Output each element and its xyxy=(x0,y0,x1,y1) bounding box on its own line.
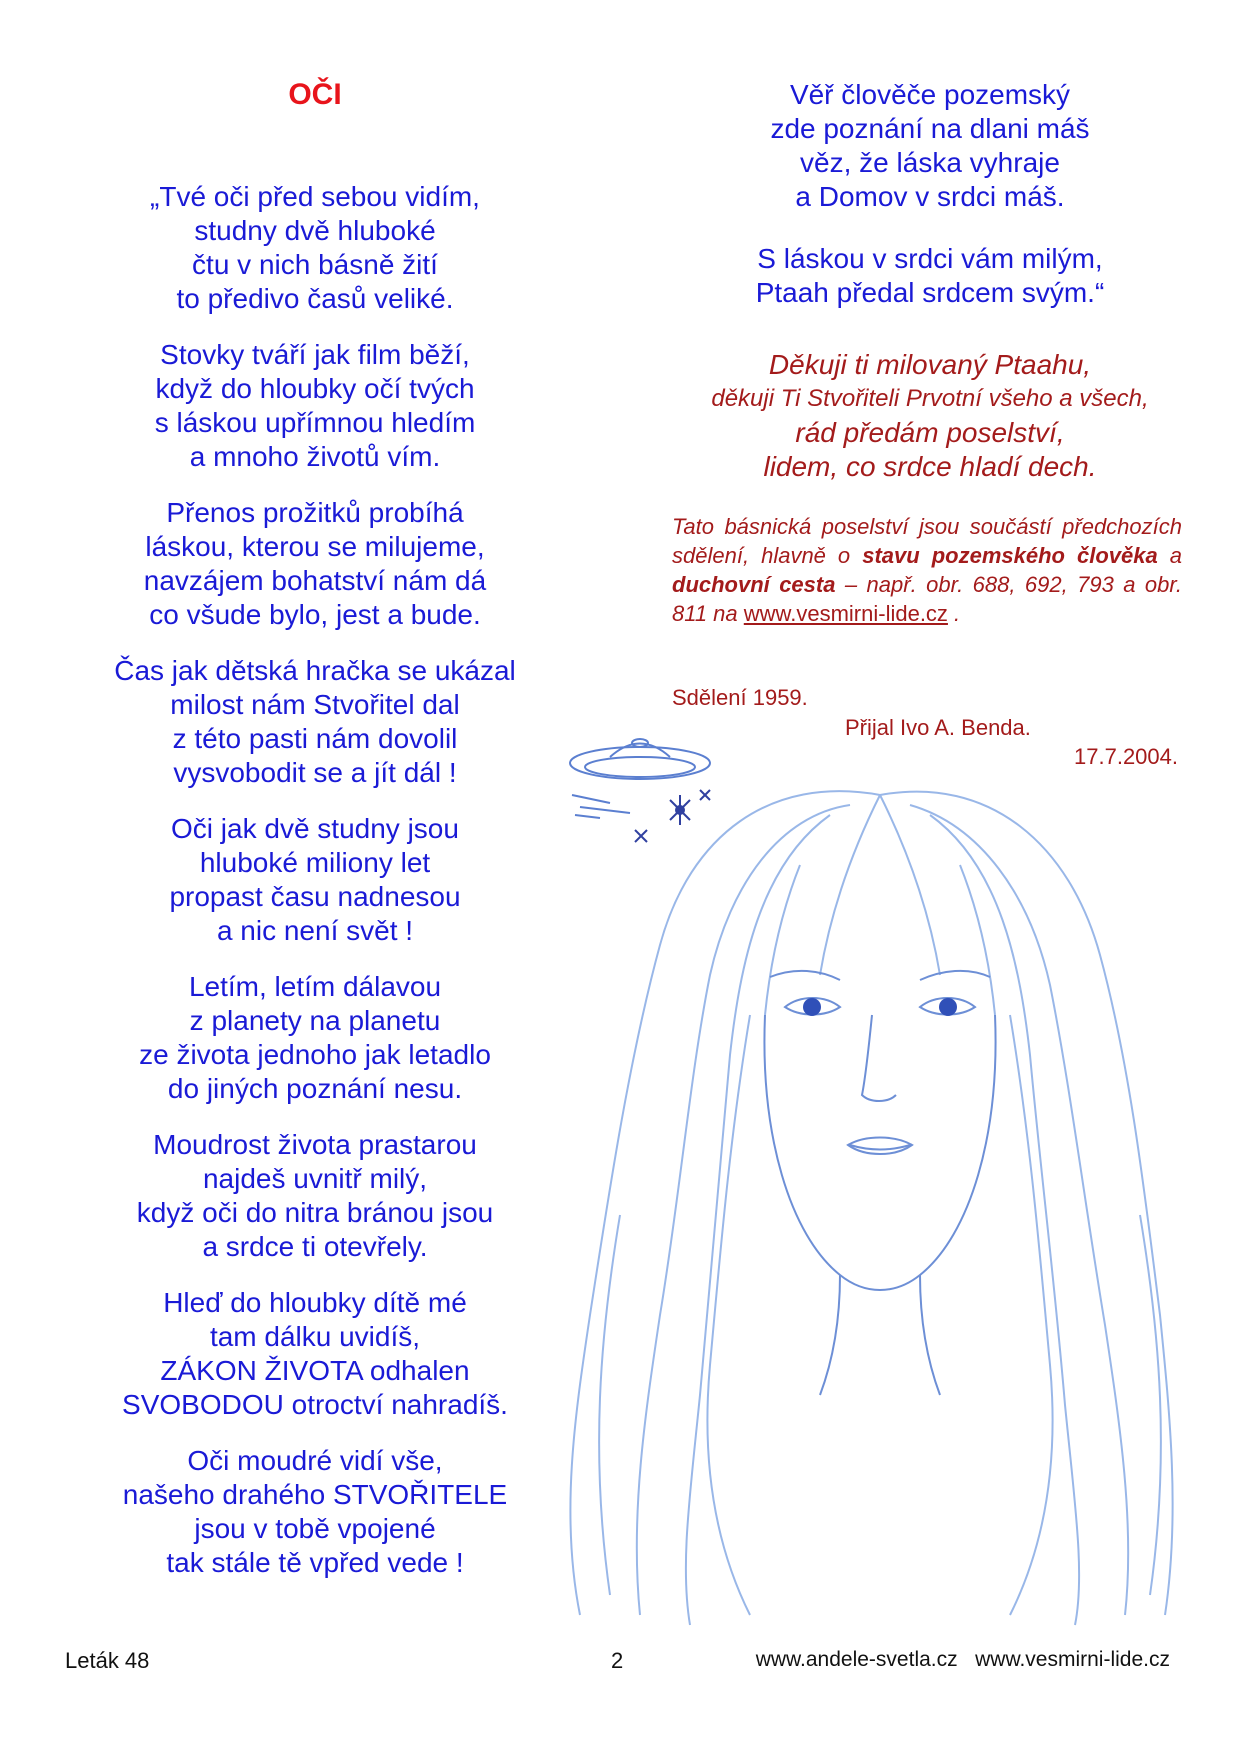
poem-left-column xyxy=(75,180,555,1602)
poem-line: zde poznání na dlani máš xyxy=(770,113,1090,144)
thanks-line: děkuji Ti Stvořiteli Prvotní všeho a všech, xyxy=(711,385,1149,412)
poem-line: Letím, letím dálavou xyxy=(188,971,442,1002)
thanks-line: Děkuji ti milovaný Ptaahu, xyxy=(768,349,1092,380)
poem-line: s láskou upřímnou hledím xyxy=(154,407,476,438)
note-bold: duchovní cesta xyxy=(672,572,836,597)
poem-line: studny dvě hluboké xyxy=(194,215,436,246)
stanza xyxy=(75,1444,555,1580)
poem-line: Čas jak dětská hračka se ukázal xyxy=(114,655,516,686)
poem-line: a Domov v srdci máš. xyxy=(795,181,1065,212)
note-text: a xyxy=(1157,543,1182,568)
poem-line: Hleď do hloubky dítě mé xyxy=(163,1287,467,1318)
message-number: Sdělení 1959. xyxy=(672,685,808,710)
poem-line: SVOBODOU otroctví nahradíš. xyxy=(122,1389,508,1420)
poem-line: najdeš uvnitř milý, xyxy=(202,1163,428,1194)
poem-line: a nic není svět ! xyxy=(216,915,414,946)
page-title: OČI xyxy=(288,78,342,111)
poem-line: „Tvé oči před sebou vidím, xyxy=(150,181,480,212)
stanza xyxy=(75,1286,555,1422)
date: 17.7.2004. xyxy=(1074,744,1178,769)
stanza xyxy=(680,242,1180,310)
poem-line: z této pasti nám dovolil xyxy=(172,723,458,754)
poem-line: do jiných poznání nesu. xyxy=(167,1073,463,1104)
poem-line: a mnoho životů vím. xyxy=(189,441,441,472)
leaflet-number: Leták 48 xyxy=(65,1648,150,1673)
note-text: Tato básnická poselství jsou součástí předchozích sdělení, hlavně o xyxy=(672,514,1182,568)
poem-line: když oči do nitra bránou jsou xyxy=(136,1197,494,1228)
note-text: . xyxy=(947,601,961,626)
poem-line: ZÁKON ŽIVOTA odhalen xyxy=(160,1355,470,1386)
thanks-line: rád předám poselství, xyxy=(795,417,1065,448)
poem-line: a srdce ti otevřely. xyxy=(202,1231,428,1262)
poem-line: navzájem bohatství nám dá xyxy=(143,565,487,596)
poem-line: věz, že láska vyhraje xyxy=(800,147,1060,178)
thanks-block xyxy=(660,348,1200,484)
poem-line: čtu v nich básně žití xyxy=(192,249,438,280)
poem-line: milost nám Stvořitel dal xyxy=(170,689,460,720)
poem-line: ze života jednoho jak letadlo xyxy=(139,1039,491,1070)
poem-line: propast času nadnesou xyxy=(169,881,461,912)
poem-line: z planety na planetu xyxy=(189,1005,441,1036)
thanks-line: lidem, co srdce hladí dech. xyxy=(763,451,1097,482)
poem-line: S láskou v srdci vám milým, xyxy=(757,243,1103,274)
stanza xyxy=(75,970,555,1106)
poem-line: jsou v tobě vpojené xyxy=(194,1513,436,1544)
poem-line: tak stále tě vpřed vede ! xyxy=(166,1547,464,1578)
poem-line: Přenos prožitků probíhá xyxy=(166,497,464,528)
portrait-drawing xyxy=(550,715,1190,1635)
website-link[interactable]: www.vesmirni-lide.cz xyxy=(743,601,948,626)
poem-line: co všude bylo, jest a bude. xyxy=(149,599,481,630)
poem-line: Oči jak dvě studny jsou xyxy=(171,813,459,844)
received-by: Přijal Ivo A. Benda. xyxy=(845,715,1031,740)
stanza xyxy=(75,654,555,790)
stanza xyxy=(75,496,555,632)
poem-line: tam dálku uvidíš, xyxy=(209,1321,421,1352)
poem-right-column xyxy=(680,78,1180,332)
poem-line: našeho drahého STVOŘITELE xyxy=(122,1479,508,1510)
source-note xyxy=(672,512,1182,628)
note-text: – např. obr. 688, 692, 793 a obr. 811 na xyxy=(672,572,1182,626)
poem-line: láskou, kterou se milujeme, xyxy=(145,531,485,562)
poem-line: Ptaah předal srdcem svým.“ xyxy=(755,277,1105,308)
stanza xyxy=(75,338,555,474)
note-bold: stavu pozemského člověka xyxy=(862,543,1158,568)
stanza xyxy=(680,78,1180,214)
poem-line: když do hloubky očí tvých xyxy=(155,373,475,404)
stanza xyxy=(75,812,555,948)
poem-line: Oči moudré vidí vše, xyxy=(187,1445,443,1476)
poem-line: hluboké miliony let xyxy=(199,847,431,878)
stanza xyxy=(75,180,555,316)
poem-line: Moudrost života prastarou xyxy=(153,1129,477,1160)
poem-line: Věř člověče pozemský xyxy=(789,79,1071,110)
poem-line: vysvobodit se a jít dál ! xyxy=(173,757,457,788)
footer-websites[interactable]: www.andele-svetla.cz www.vesmirni-lide.cz xyxy=(755,1648,1170,1671)
poem-line: to předivo časů veliké. xyxy=(176,283,454,314)
page-number: 2 xyxy=(611,1648,624,1673)
poem-line: Stovky tváří jak film běží, xyxy=(160,339,470,370)
stanza xyxy=(75,1128,555,1264)
